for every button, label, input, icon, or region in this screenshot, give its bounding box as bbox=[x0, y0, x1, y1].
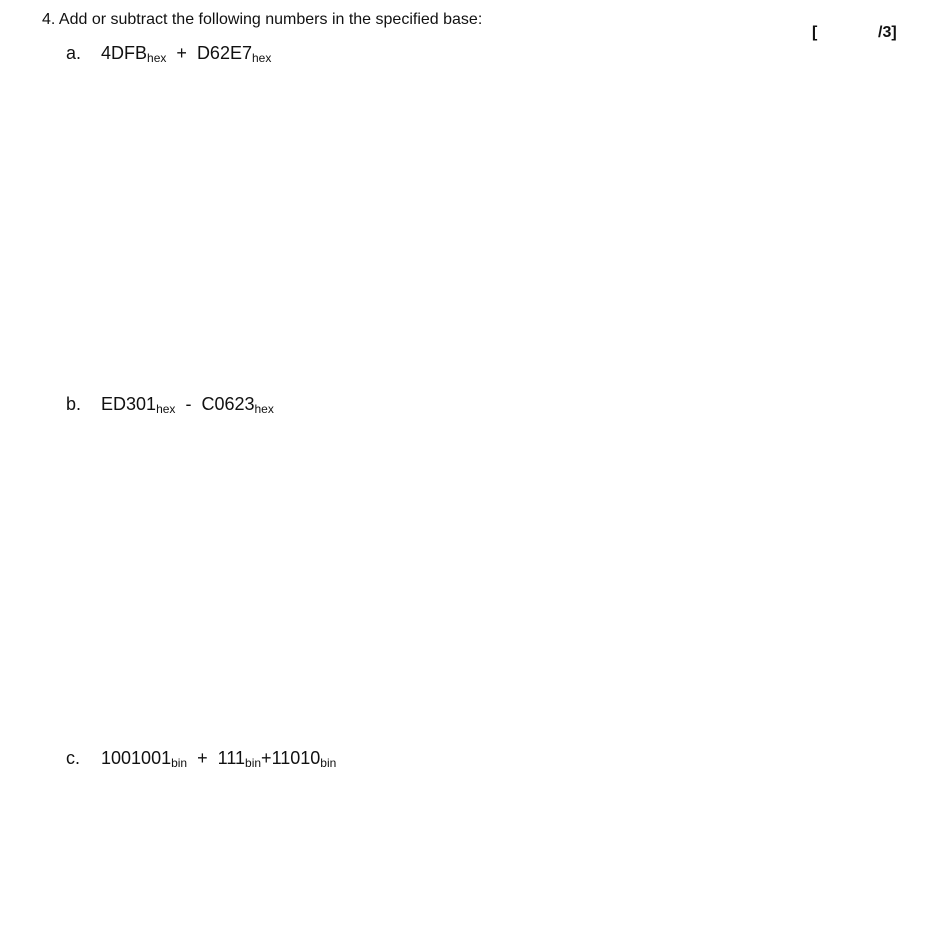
part-b-term-1-value: ED301 bbox=[101, 394, 157, 414]
part-b-term-2-value: C0623 bbox=[201, 394, 255, 414]
question-header bbox=[42, 10, 482, 30]
question-number: 4. bbox=[42, 11, 56, 28]
part-b-letter: b. bbox=[66, 394, 82, 414]
part-b bbox=[66, 393, 274, 415]
part-c-term-3-value: 11010 bbox=[271, 748, 321, 768]
question-prompt: Add or subtract the following numbers in the specified base: bbox=[58, 11, 483, 28]
part-c-term-3-base: bin bbox=[320, 756, 337, 770]
part-c-term-1-value: 1001001 bbox=[101, 748, 172, 768]
part-c-term-2-base: bin bbox=[245, 756, 262, 770]
part-c-operator-2: + bbox=[261, 748, 272, 768]
part-b-term-2-base: hex bbox=[254, 402, 274, 416]
part-b-operator-1: - bbox=[185, 394, 192, 414]
part-a bbox=[66, 42, 271, 64]
part-b-term-1-base: hex bbox=[156, 402, 176, 416]
marks-total: /3] bbox=[878, 24, 897, 41]
part-a-term-1-base: hex bbox=[147, 51, 167, 65]
part-c-term-2-value: 111 bbox=[217, 748, 246, 768]
part-a-term-2-base: hex bbox=[251, 51, 272, 65]
part-c-letter: c. bbox=[66, 748, 81, 768]
part-c-term-1-base: bin bbox=[171, 756, 188, 770]
part-a-operator-1: + bbox=[176, 43, 187, 63]
marks-open-bracket: [ bbox=[812, 24, 818, 41]
part-a-term-1-value: 4DFB bbox=[101, 43, 148, 63]
part-a-term-2-value: D62E7 bbox=[196, 43, 252, 63]
part-a-letter: a. bbox=[66, 43, 82, 63]
part-c-operator-1: + bbox=[197, 748, 208, 768]
part-c bbox=[66, 747, 336, 769]
